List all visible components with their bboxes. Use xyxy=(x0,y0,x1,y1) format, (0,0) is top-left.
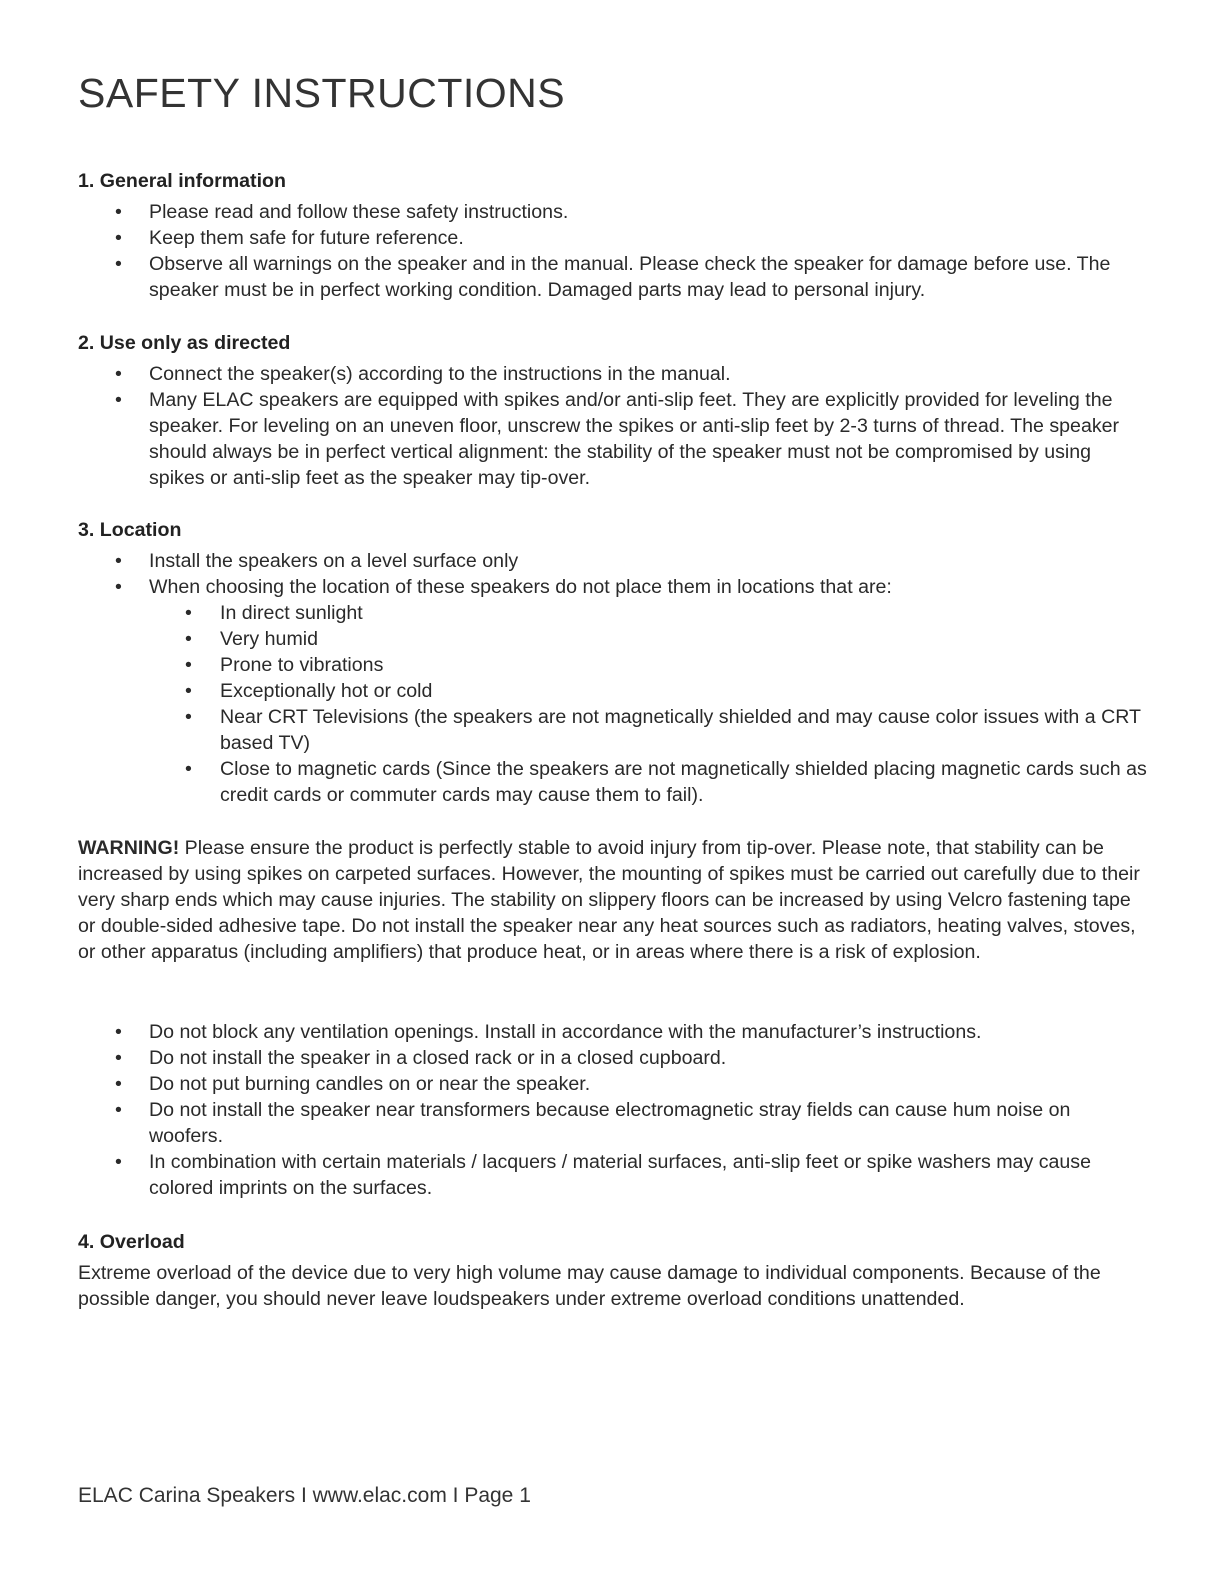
list-item: • Observe all warnings on the speaker and in the manual. Please check the speaker for damage before use. The speaker must be in perfect working condition. Damaged parts may lead to personal injury. xyxy=(78,251,1148,303)
section-overload xyxy=(78,1229,1148,1312)
list-item: • Please read and follow these safety instructions. xyxy=(78,199,1148,225)
list-item: • Connect the speaker(s) according to the instructions in the manual. xyxy=(78,361,1148,387)
list-item: • Install the speakers on a level surface only xyxy=(78,548,1148,574)
section-heading: 1. General information xyxy=(78,170,286,192)
list-item: • Many ELAC speakers are equipped with spikes and/or anti-slip feet. They are explicitly provided for leveling the speaker. For leveling on an uneven floor, unscrew the spikes or anti-slip feet by 2-3 turns of thread. The speaker should always be in perfect vertical alignment: the stability of the speaker must not be compromised by using spikes or anti-slip feet as the speaker may tip-over. xyxy=(78,387,1148,491)
list-item: • Do not install the speaker near transformers because electromagnetic stray fields can cause hum noise on woofers. xyxy=(78,1097,1148,1149)
sub-list-item: • Very humid xyxy=(78,626,1148,652)
list-item: • Do not block any ventilation openings. Install in accordance with the manufacturer’s instructions. xyxy=(78,1019,1148,1045)
section-heading: 3. Location xyxy=(78,519,182,541)
section-general-information xyxy=(78,168,1148,303)
section-heading: 4. Overload xyxy=(78,1231,185,1253)
warning-text: Please ensure the product is perfectly stable to avoid injury from tip-over. Please note, that stability can be increased by using spikes on carpeted surfaces. However, the mounting of spikes must be carried out carefully due to their very sharp ends which may cause injuries. The stability on slippery floors can be increased by using Velcro fastening tape or double-sided adhesive tape. Do not install the speaker near any heat sources such as radiators, heating valves, stoves, or other apparatus (including amplifiers) that produce heat, or in areas where there is a risk of explosion. xyxy=(78,837,1140,963)
list-item: • Do not put burning candles on or near the speaker. xyxy=(78,1071,1148,1097)
sub-list-item: • Prone to vibrations xyxy=(78,652,1148,678)
sub-list-item: • Exceptionally hot or cold xyxy=(78,678,1148,704)
warning-list xyxy=(78,1019,1148,1201)
warning-label: WARNING! xyxy=(78,837,180,859)
section-location xyxy=(78,517,1148,808)
section-use-as-directed xyxy=(78,330,1148,491)
list-item: • In combination with certain materials / lacquers / material surfaces, anti-slip feet or spike washers may cause colored imprints on the surfaces. xyxy=(78,1149,1148,1201)
section-heading: 2. Use only as directed xyxy=(78,332,291,354)
page-title: SAFETY INSTRUCTIONS xyxy=(78,70,566,116)
list-item: • Do not install the speaker in a closed rack or in a closed cupboard. xyxy=(78,1045,1148,1071)
list-item: • When choosing the location of these speakers do not place them in locations that are: xyxy=(78,574,1148,600)
sub-list-item: • Close to magnetic cards (Since the speakers are not magnetically shielded placing magnetic cards such as credit cards or commuter cards may cause them to fail). xyxy=(78,756,1148,808)
warning-paragraph xyxy=(78,835,1148,965)
list-item: • Keep them safe for future reference. xyxy=(78,225,1148,251)
sub-list-item: • Near CRT Televisions (the speakers are not magnetically shielded and may cause color issues with a CRT based TV) xyxy=(78,704,1148,756)
overload-text: Extreme overload of the device due to very high volume may cause damage to individual components. Because of the possible danger, you should never leave loudspeakers under extreme overload conditions unattended. xyxy=(78,1262,1101,1310)
page-footer: ELAC Carina Speakers I www.elac.com I Page 1 xyxy=(78,1484,531,1507)
sub-list-item: • In direct sunlight xyxy=(78,600,1148,626)
